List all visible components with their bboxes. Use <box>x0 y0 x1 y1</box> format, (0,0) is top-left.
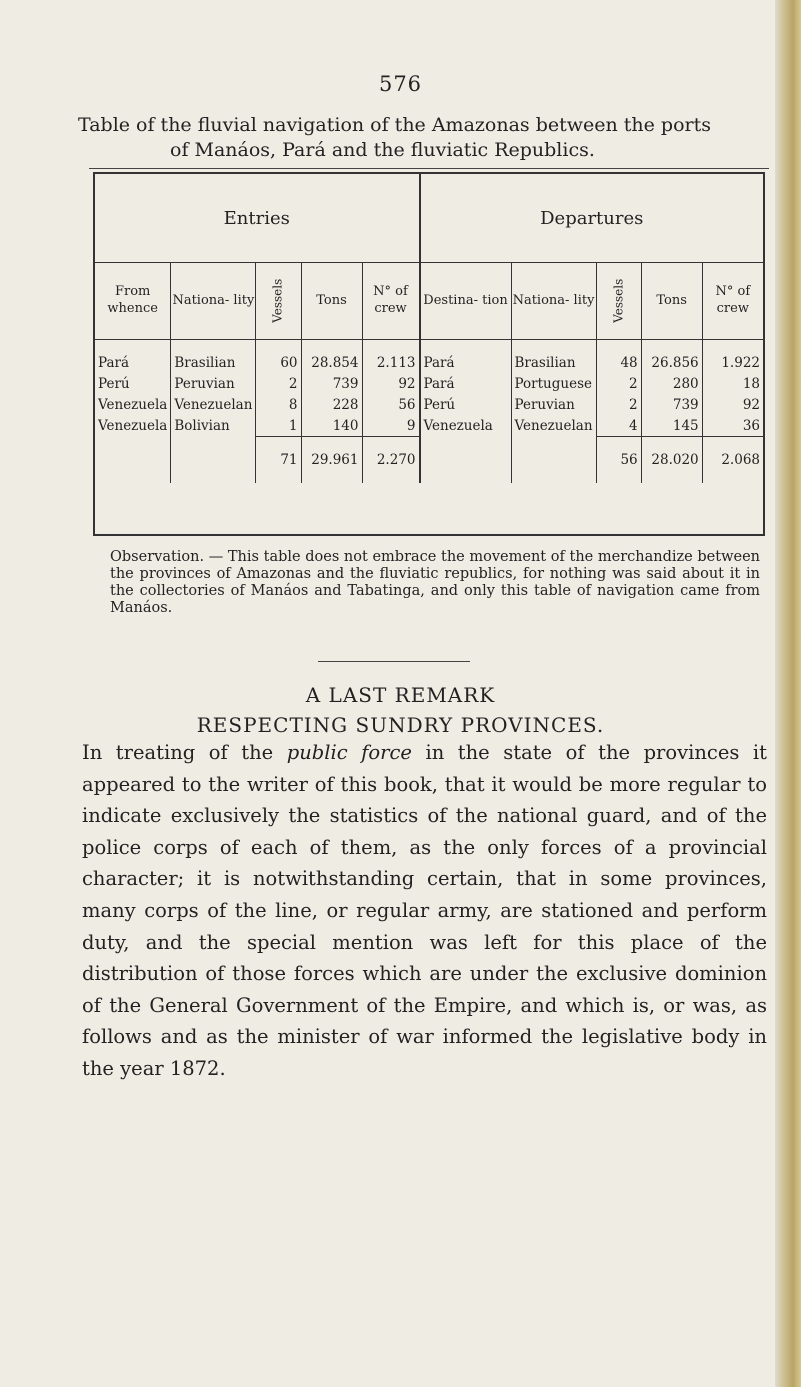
heading-line-1: A LAST REMARK <box>305 683 496 707</box>
cell-crew-in: 2.113 <box>362 340 420 374</box>
header-vessels-in: Vessels <box>256 263 301 340</box>
group-departures: Departures <box>420 174 764 263</box>
cell-vessels-in: 60 <box>256 340 301 374</box>
header-destination: Destina- tion <box>420 263 512 340</box>
cell-blank <box>95 437 171 484</box>
cell-nationality-in: Brasilian <box>171 340 256 374</box>
cell-from: Venezuela <box>95 394 171 415</box>
cell-vessels-in: 1 <box>256 415 301 437</box>
cell-vessels-in: 8 <box>256 394 301 415</box>
cell-from: Perú <box>95 373 171 394</box>
cell-nationality-out: Venezuelan <box>511 415 596 437</box>
cell-tons-in: 140 <box>301 415 362 437</box>
table-row <box>95 394 763 415</box>
cell-crew-in: 9 <box>362 415 420 437</box>
section-divider <box>318 661 470 662</box>
body-text-start: In treating of the <box>82 741 287 764</box>
header-tons-out: Tons <box>641 263 702 340</box>
cell-destination: Pará <box>420 340 512 374</box>
cell-tons-out: 26.856 <box>641 340 702 374</box>
header-from-whence: From whence <box>95 263 171 340</box>
cell-destination: Pará <box>420 373 512 394</box>
cell-crew-in: 92 <box>362 373 420 394</box>
cell-blank <box>171 437 256 484</box>
header-nationality-in: Nationa- lity <box>171 263 256 340</box>
cell-crew-in: 56 <box>362 394 420 415</box>
total-crew-out: 2.068 <box>702 437 763 484</box>
cell-vessels-out: 2 <box>596 373 641 394</box>
cell-nationality-in: Peruvian <box>171 373 256 394</box>
cell-vessels-out: 2 <box>596 394 641 415</box>
header-crew-out: N° of crew <box>702 263 763 340</box>
cell-blank <box>511 437 596 484</box>
header-tons-in: Tons <box>301 263 362 340</box>
cell-tons-in: 28.854 <box>301 340 362 374</box>
cell-destination: Perú <box>420 394 512 415</box>
cell-crew-out: 36 <box>742 417 760 434</box>
heading-line-2: RESPECTING SUNDRY PROVINCES. <box>196 713 605 737</box>
cell-tons-out: 739 <box>641 394 702 415</box>
cell-nationality-in: Venezuelan <box>171 394 256 415</box>
table-row <box>95 340 763 374</box>
header-crew-in: N° of crew <box>362 263 420 340</box>
cell-from: Pará <box>95 340 171 374</box>
cell-crew-out: 1.922 <box>721 354 760 371</box>
page-number: 576 <box>378 72 423 96</box>
section-heading <box>0 680 801 740</box>
cell-vessels-out: 4 <box>596 415 641 437</box>
cell-vessels-in: 2 <box>256 373 301 394</box>
cell-nationality-out: Brasilian <box>511 340 596 374</box>
body-paragraph <box>82 737 767 1085</box>
caption-line-2: of Manáos, Pará and the fluviatic Republics. <box>170 138 595 161</box>
cell-vessels-out: 48 <box>596 340 641 374</box>
header-nationality-out: Nationa- lity <box>511 263 596 340</box>
cell-tons-in: 228 <box>301 394 362 415</box>
table-row <box>95 415 763 437</box>
cell-tons-in: 739 <box>301 373 362 394</box>
body-emphasis: public force <box>286 741 412 764</box>
observation-note: Observation. — This table does not embrace the movement of the merchandize between the provinces of Amazonas and the fluviatic republics, for nothing was said about it in the collectories of Manáos and Tabatinga, and only this table of navigation came from Manáos. <box>110 549 760 616</box>
total-tons-in: 29.961 <box>301 437 362 484</box>
navigation-table <box>93 172 765 536</box>
cell-destination: Venezuela <box>420 415 512 437</box>
header-vessels-out: Vessels <box>596 263 641 340</box>
total-vessels-out: 56 <box>596 437 641 484</box>
cell-crew-out: 92 <box>742 396 760 413</box>
totals-row <box>95 437 763 484</box>
body-text-rest: in the state of the provinces it appeared to the writer of this book, that it would be more regular to indicate exclusively the statistics of the national guard, and of the police corps of each of them, as the only forces of a provincial character; it is notwithstanding certain, that in some provinces, many corps of the line, or regular army, are stationed and perform duty, and the special mention was left for this place of the distribution of those forces which are under the exclusive dominion of the General Government of the Empire, and which is, or was, as follows and as the minister of war informed the legislative body in the year 1872. <box>82 741 768 1080</box>
cell-tons-out: 280 <box>641 373 702 394</box>
cell-blank <box>420 437 512 484</box>
table-row <box>95 373 763 394</box>
group-entries: Entries <box>95 174 420 263</box>
cell-crew-out: 18 <box>742 375 760 392</box>
caption-line-1: Table of the fluvial navigation of the Amazonas between the ports <box>78 114 712 136</box>
total-vessels-in: 71 <box>256 437 301 484</box>
total-crew-in: 2.270 <box>362 437 420 484</box>
cell-nationality-out: Portuguese <box>511 373 596 394</box>
cell-from: Venezuela <box>95 415 171 437</box>
cell-nationality-out: Peruvian <box>511 394 596 415</box>
cell-tons-out: 145 <box>641 415 702 437</box>
table-caption <box>78 113 778 162</box>
total-tons-out: 28.020 <box>641 437 702 484</box>
cell-nationality-in: Bolivian <box>171 415 256 437</box>
